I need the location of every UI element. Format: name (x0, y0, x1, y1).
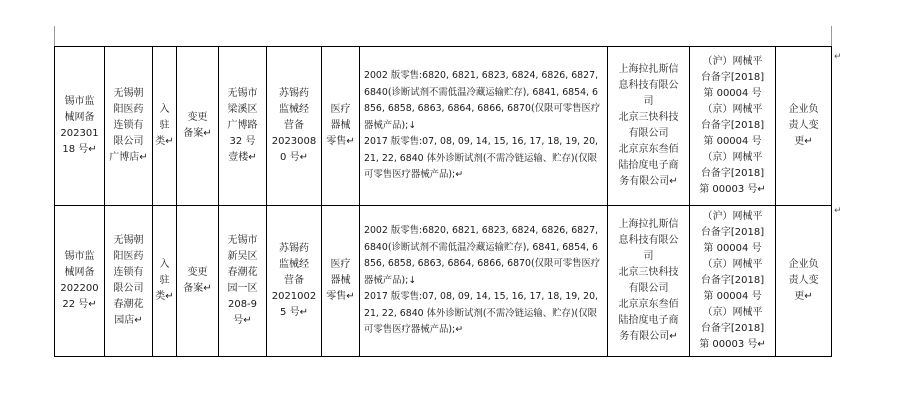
crop-mark-top-left (54, 26, 55, 46)
record-number-cell: 锡市监 械网备 202301 18 号↵ (55, 47, 105, 206)
crop-mark-top-right (831, 26, 832, 46)
company-name-cell: 无锡朝 阳医药 连锁有 限公司 广博店↵ (105, 47, 153, 206)
change-item-cell: 企业负 责人变 更↵ (776, 47, 832, 206)
record-number-cell: 锡市监 械网备 202200 22 号↵ (55, 206, 105, 357)
platform-record-cell: （沪）网械平 台备字[2018] 第 00004 号 （京）网械平 台备字[2018] 第 00004 号 （京）网械平 台备字[2018] 第 00003 号↵ (690, 47, 776, 206)
business-scope-cell: 2002 版零售:6820, 6821, 6823, 6824, 6826, 6827, 6840(诊断试剂不需低温冷藏运输贮存), 6841, 6854, 6856, 6858, 6863, 6864, 6866, 6870(仅限可零售医疗器械产品);↓ 2017 版零售:07, 08, 09, 14, 15, 16, 17, 18, 19, 20, 21, 22, 6840 体外诊断试剂(不需冷链运输、贮存)(仅限可零售医疗器械产品);↵ (360, 47, 608, 206)
license-number-cell: 苏锡药 监械经 营备 20210025 号↵ (267, 206, 322, 357)
change-type-cell: 变更 备案↵ (177, 206, 219, 357)
company-name-cell: 无锡朝 阳医药 连锁有 限公司 春潮花 园店↵ (105, 206, 153, 357)
change-type-cell: 变更 备案↵ (177, 47, 219, 206)
address-cell: 无锡市 新吴区 春潮花 园一区 208-9 号↵ (219, 206, 267, 357)
platform-company-cell: 上海拉扎斯信 息科技有限公 司 北京三快科技 有限公司 北京京东叁佰 陆拾度电子商 务有限公司↵ (608, 206, 690, 357)
table-row (55, 47, 832, 206)
business-scope-cell: 2002 版零售:6820, 6821, 6823, 6824, 6826, 6827, 6840(诊断试剂不需低温冷藏运输贮存), 6841, 6854, 6856, 6858, 6863, 6864, 6866, 6870(仅限可零售医疗器械产品);↓ 2017 版零售:07, 08, 09, 14, 15, 16, 17, 18, 19, 20, 21, 22, 6840 体外诊断试剂(不需冷链运输、贮存)(仅限可零售医疗器械产品);↵ (360, 206, 608, 357)
row-end-mark: ↵ (834, 52, 842, 62)
change-item-cell: 企业负 责人变 更↵ (776, 206, 832, 357)
platform-company-cell: 上海拉扎斯信 息科技有限公 司 北京三快科技 有限公司 北京京东叁佰 陆拾度电子商 务有限公司↵ (608, 47, 690, 206)
platform-record-cell: （沪）网械平 台备字[2018] 第 00004 号 （京）网械平 台备字[2018] 第 00004 号 （京）网械平 台备字[2018] 第 00003 号↵ (690, 206, 776, 357)
row-end-mark: ↵ (834, 206, 842, 216)
category-cell: 入 驻 类↵ (153, 47, 177, 206)
record-table (54, 46, 832, 357)
table-row (55, 206, 832, 357)
address-cell: 无锡市 梁溪区 广博路 32 号 壹楼↵ (219, 47, 267, 206)
business-mode-cell: 医疗 器械 零售↵ (322, 47, 360, 206)
category-cell: 入 驻 类↵ (153, 206, 177, 357)
business-mode-cell: 医疗 器械 零售↵ (322, 206, 360, 357)
license-number-cell: 苏锡药 监械经 营备 20230080 号↵ (267, 47, 322, 206)
